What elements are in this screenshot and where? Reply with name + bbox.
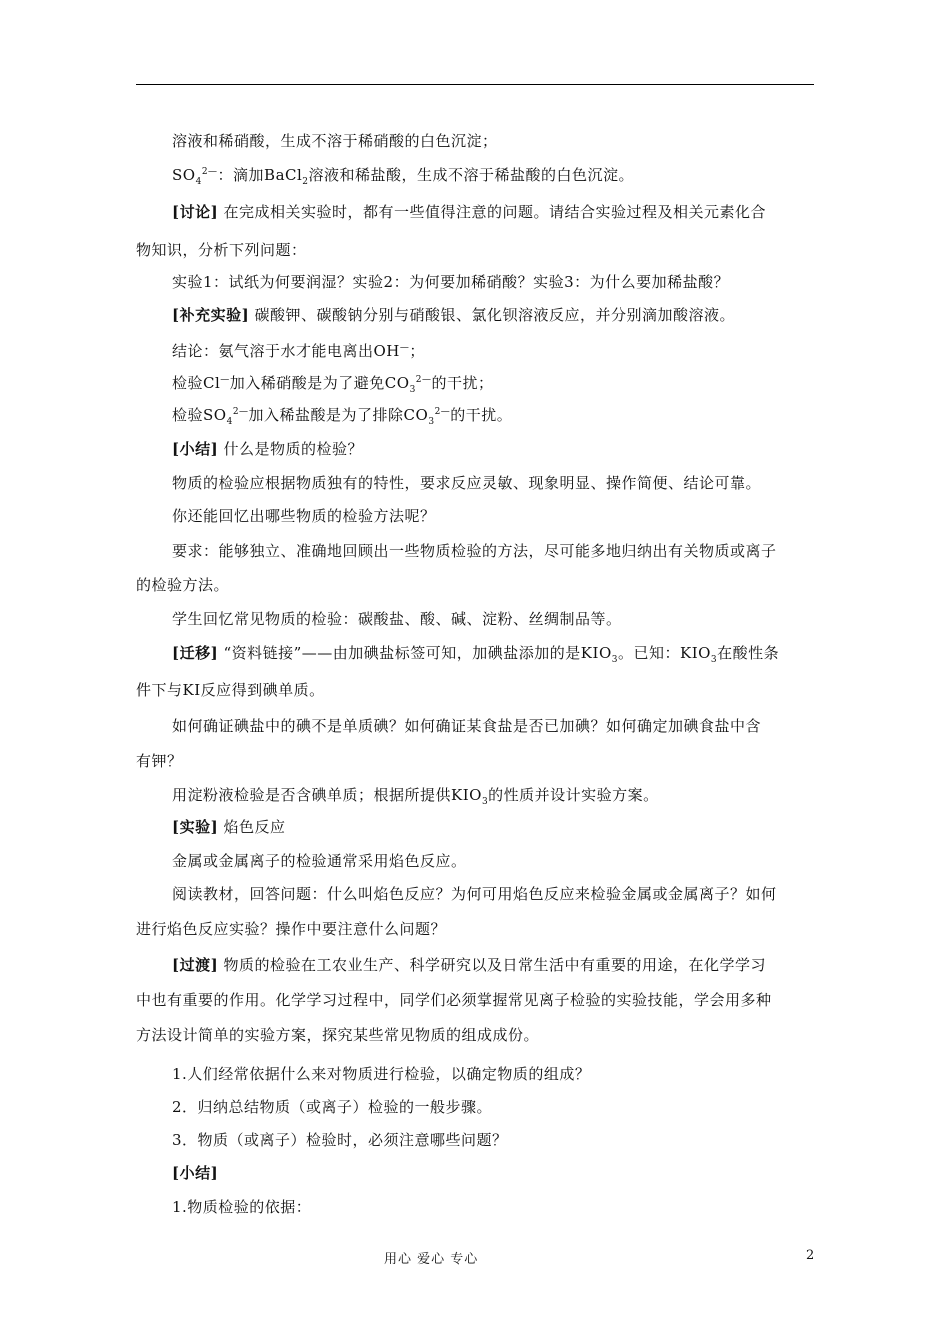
text-segment: 溶液和稀盐酸，生成不溶于稀盐酸的白色沉淀。 xyxy=(308,166,635,184)
text-line xyxy=(172,1130,852,1150)
text-segment: 的性质并设计实验方案。 xyxy=(488,786,659,804)
text-segment: 的检验方法。 xyxy=(136,576,230,594)
footer-text: 用心 爱心 专心 xyxy=(384,1252,479,1267)
section-tag: [补充实验] xyxy=(172,306,250,324)
text-segment: 用淀粉液检验是否含碘单质；根据所提供KIO xyxy=(172,786,482,804)
text-line xyxy=(136,1025,816,1045)
text-line xyxy=(172,541,852,561)
text-line xyxy=(172,884,852,904)
text-line xyxy=(172,506,852,526)
text-segment: 物质的检验应根据物质独有的特性，要求反应灵敏、现象明显、操作简便、结论可靠。 xyxy=(172,474,762,492)
section-tag: [过渡] xyxy=(172,956,219,974)
text-line xyxy=(172,373,852,393)
script-text: 3 xyxy=(611,655,618,665)
text-line xyxy=(172,131,852,151)
text-segment: 进行焰色反应实验？操作中要注意什么问题？ xyxy=(136,920,447,938)
text-segment: 结论：氨气溶于水才能电离出OH xyxy=(172,342,400,360)
script-text: 3 xyxy=(409,385,416,395)
text-line xyxy=(136,680,816,700)
text-line xyxy=(172,305,852,325)
text-segment: 加入稀硝酸是为了避免CO xyxy=(229,374,410,392)
text-segment: 什么是物质的检验？ xyxy=(218,440,363,458)
text-segment: 碳酸钾、碳酸钠分别与硝酸银、氯化钡溶液反应，并分别滴加酸溶液。 xyxy=(249,306,735,324)
text-segment: 实验1：试纸为何要润湿？实验2：为何要加稀硝酸？实验3：为什么要加稀盐酸？ xyxy=(172,273,730,291)
text-line xyxy=(136,575,816,595)
text-segment: 加入稀盐酸是为了排除CO xyxy=(248,406,429,424)
text-segment: 焰色反应 xyxy=(218,818,286,836)
script-text: 2— xyxy=(434,407,451,417)
text-segment: 1.物质检验的依据： xyxy=(172,1198,312,1216)
section-tag: [讨论] xyxy=(172,203,219,221)
text-segment: 物质的检验在工农业生产、科学研究以及日常生活中有重要的用途，在化学学习 xyxy=(218,956,766,974)
text-segment: 的干扰。 xyxy=(450,406,513,424)
text-segment: ； xyxy=(409,342,425,360)
script-text: 2— xyxy=(415,375,432,385)
text-line xyxy=(172,1197,852,1217)
text-segment: 阅读教材，回答问题：什么叫焰色反应？为何可用焰色反应来检验金属或金属离子？如何 xyxy=(172,885,777,903)
text-line xyxy=(136,919,816,939)
text-line xyxy=(172,716,852,736)
text-segment: 学生回忆常见物质的检验：碳酸盐、酸、碱、淀粉、丝绸制品等。 xyxy=(172,610,622,628)
text-segment: 如何确证碘盐中的碘不是单质碘？如何确证某食盐是否已加碘？如何确定加碘食盐中含 xyxy=(172,717,762,735)
text-segment: 要求：能够独立、准确地回顾出一些物质检验的方法，尽可能多地归纳出有关物质或离子 xyxy=(172,542,777,560)
text-segment: 你还能回忆出哪些物质的检验方法呢？ xyxy=(172,507,436,525)
text-line xyxy=(172,817,852,837)
script-text: 4 xyxy=(226,417,233,427)
text-segment: SO xyxy=(172,166,196,184)
section-tag: [实验] xyxy=(172,818,219,836)
script-text: 3 xyxy=(428,417,435,427)
text-segment: 有钾？ xyxy=(136,752,183,770)
text-line xyxy=(172,165,852,185)
text-line xyxy=(172,785,852,805)
text-line xyxy=(172,643,852,663)
text-line xyxy=(172,341,852,361)
section-tag: [小结] xyxy=(172,440,219,458)
text-segment: 的干扰； xyxy=(431,374,494,392)
text-line xyxy=(172,202,852,222)
script-text: 2— xyxy=(201,167,218,177)
text-line xyxy=(172,473,852,493)
text-segment: 3．物质（或离子）检验时，必须注意哪些问题？ xyxy=(172,1131,508,1149)
text-line xyxy=(172,955,852,975)
script-text: 3 xyxy=(710,655,718,665)
text-segment: 检验Cl xyxy=(172,374,221,392)
text-line xyxy=(172,1064,852,1084)
text-line xyxy=(136,240,816,260)
text-line xyxy=(172,1097,852,1117)
script-text: 2 xyxy=(302,177,309,187)
text-segment: 在完成相关实验时，都有一些值得注意的问题。请结合实验过程及相关元素化合 xyxy=(218,203,766,221)
text-segment: 金属或金属离子的检验通常采用焰色反应。 xyxy=(172,852,467,870)
text-line xyxy=(172,609,852,629)
section-tag: [小结] xyxy=(172,1164,219,1182)
text-segment: 物知识，分析下列问题： xyxy=(136,241,307,259)
text-segment: ：滴加BaCl xyxy=(217,166,303,184)
text-line xyxy=(172,439,852,459)
text-segment: 1.人们经常依据什么来对物质进行检验，以确定物质的组成？ xyxy=(172,1065,591,1083)
text-segment: 方法设计简单的实验方案，探究某些常见物质的组成成份。 xyxy=(136,1026,540,1044)
text-segment: 在酸性条 xyxy=(717,644,780,662)
page-number: 2 xyxy=(806,1248,815,1263)
text-segment: 溶液和稀硝酸，生成不溶于稀硝酸的白色沉淀； xyxy=(172,132,498,150)
text-segment: 。已知：KIO xyxy=(617,644,711,662)
script-text: 2— xyxy=(232,407,249,417)
text-segment: 中也有重要的作用。化学学习过程中，同学们必须掌握常见离子检验的实验技能，学会用多种 xyxy=(136,991,772,1009)
text-segment: 检验SO xyxy=(172,406,227,424)
text-line xyxy=(172,405,852,425)
script-text: 4 xyxy=(195,177,202,187)
text-segment: 件下与KI反应得到碘单质。 xyxy=(136,681,325,699)
text-line xyxy=(172,272,852,292)
script-text: 3 xyxy=(481,797,489,807)
script-text: — xyxy=(220,375,230,385)
text-line xyxy=(172,1163,852,1183)
text-segment: “资料链接”——由加碘盐标签可知，加碘盐添加的是KIO xyxy=(218,644,612,662)
header-rule xyxy=(136,84,814,85)
text-segment: 2．归纳总结物质（或离子）检验的一般步骤。 xyxy=(172,1098,493,1116)
section-tag: [迁移] xyxy=(172,644,219,662)
text-line xyxy=(136,990,816,1010)
script-text: — xyxy=(399,343,410,353)
text-line xyxy=(136,751,816,771)
text-line xyxy=(172,851,852,871)
